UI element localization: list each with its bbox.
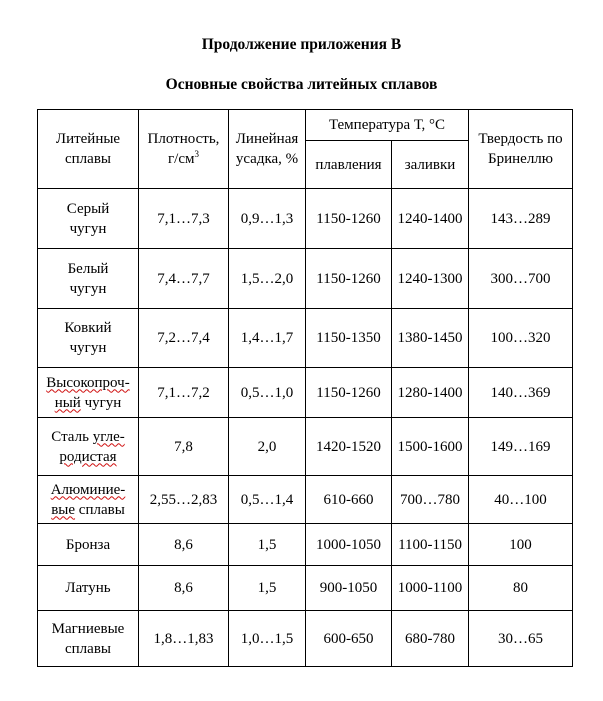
shrinkage-cell: 1,0…1,5 [229, 611, 306, 667]
melting-cell: 1150-1260 [306, 249, 392, 309]
header-row [38, 110, 573, 141]
shrinkage-cell: 0,9…1,3 [229, 189, 306, 249]
melting-cell: 600-650 [306, 611, 392, 667]
shrinkage-cell: 2,0 [229, 418, 306, 476]
melting-cell: 1150-1260 [306, 189, 392, 249]
alloy-name: Сталь угле- родистая [38, 418, 139, 476]
header-hardness: Твердость по Бринеллю [469, 110, 573, 189]
pouring-cell: 680-780 [392, 611, 469, 667]
hardness-cell: 100 [469, 524, 573, 566]
hardness-cell: 100…320 [469, 309, 573, 368]
shrinkage-cell: 1,5 [229, 566, 306, 611]
table-caption: Основные свойства литейных сплавов [165, 76, 438, 93]
alloy-name: Бронза [38, 524, 139, 566]
table-row [38, 524, 573, 566]
header-melting: плавления [306, 141, 392, 189]
pouring-cell: 1500-1600 [392, 418, 469, 476]
alloy-name: Латунь [38, 566, 139, 611]
density-cell: 7,4…7,7 [139, 249, 229, 309]
density-cell: 8,6 [139, 524, 229, 566]
table-row [38, 368, 573, 418]
alloy-name: Алюминие- вые сплавы [38, 476, 139, 524]
header-shrinkage: Линейная усадка, % [229, 110, 306, 189]
alloy-properties-table [37, 109, 573, 667]
pouring-cell: 1380-1450 [392, 309, 469, 368]
alloy-name: Магниевые сплавы [38, 611, 139, 667]
table-row [38, 249, 573, 309]
hardness-cell: 80 [469, 566, 573, 611]
hardness-cell: 140…369 [469, 368, 573, 418]
pouring-cell: 1100-1150 [392, 524, 469, 566]
shrinkage-cell: 1,4…1,7 [229, 309, 306, 368]
table-row [38, 309, 573, 368]
shrinkage-cell: 0,5…1,0 [229, 368, 306, 418]
table-row [38, 611, 573, 667]
header-temperature: Температура Т, °С [306, 110, 469, 141]
pouring-cell: 1240-1400 [392, 189, 469, 249]
density-cell: 7,8 [139, 418, 229, 476]
density-cell: 7,1…7,2 [139, 368, 229, 418]
density-cell: 8,6 [139, 566, 229, 611]
density-exponent: 3 [194, 149, 199, 159]
density-cell: 7,2…7,4 [139, 309, 229, 368]
appendix-continuation-title: Продолжение приложения В [201, 36, 402, 53]
hardness-cell: 149…169 [469, 418, 573, 476]
header-pouring: заливки [392, 141, 469, 189]
header-alloys: Литейные сплавы [38, 110, 139, 189]
density-cell: 1,8…1,83 [139, 611, 229, 667]
melting-cell: 1150-1260 [306, 368, 392, 418]
shrinkage-cell: 1,5…2,0 [229, 249, 306, 309]
pouring-cell: 700…780 [392, 476, 469, 524]
melting-cell: 900-1050 [306, 566, 392, 611]
hardness-cell: 30…65 [469, 611, 573, 667]
hardness-cell: 40…100 [469, 476, 573, 524]
header-density: Плотность, $г/см^3$ [139, 110, 229, 189]
shrinkage-cell: 1,5 [229, 524, 306, 566]
alloy-name: Серый чугун [38, 189, 139, 249]
alloy-name: Ковкий чугун [38, 309, 139, 368]
shrinkage-cell: 0,5…1,4 [229, 476, 306, 524]
alloy-name: Белый чугун [38, 249, 139, 309]
table-row [38, 566, 573, 611]
pouring-cell: 1000-1100 [392, 566, 469, 611]
table-row [38, 189, 573, 249]
melting-cell: 1420-1520 [306, 418, 392, 476]
table-row [38, 476, 573, 524]
melting-cell: 1150-1350 [306, 309, 392, 368]
density-cell: 7,1…7,3 [139, 189, 229, 249]
hardness-cell: 300…700 [469, 249, 573, 309]
melting-cell: 1000-1050 [306, 524, 392, 566]
pouring-cell: 1240-1300 [392, 249, 469, 309]
hardness-cell: 143…289 [469, 189, 573, 249]
table-row [38, 418, 573, 476]
density-cell: 2,55…2,83 [139, 476, 229, 524]
alloy-name: Высокопроч- ный чугун [38, 368, 139, 418]
melting-cell: 610-660 [306, 476, 392, 524]
pouring-cell: 1280-1400 [392, 368, 469, 418]
